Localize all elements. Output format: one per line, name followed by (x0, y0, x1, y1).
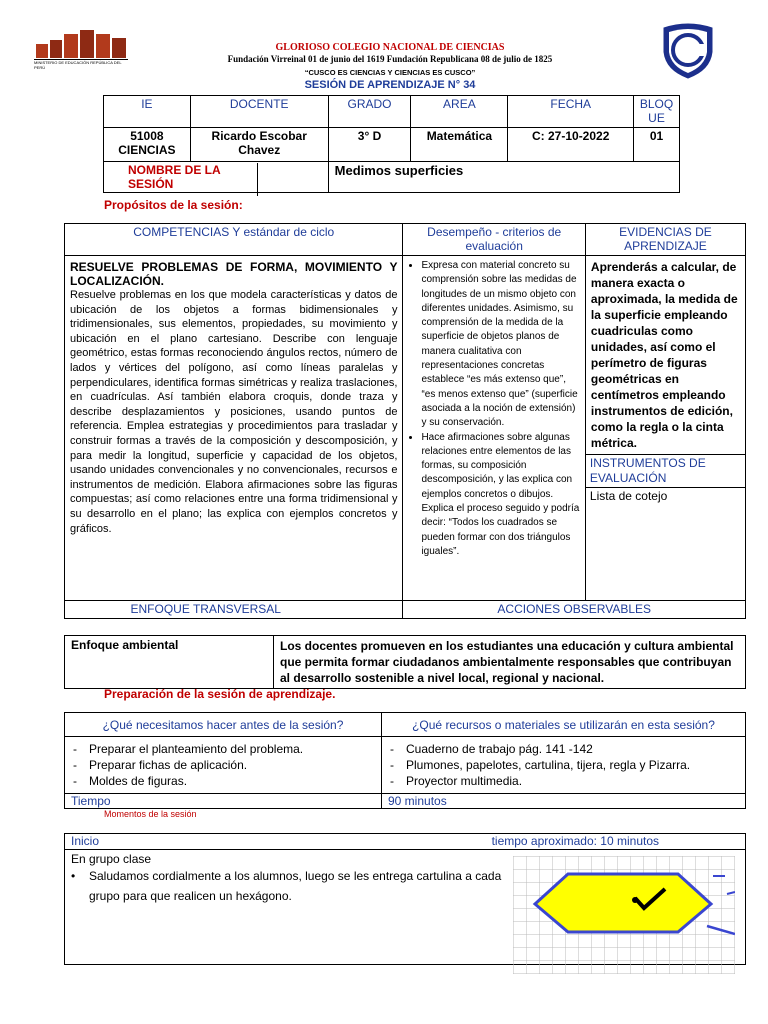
motto: “CUSCO ES CIENCIAS Y CIENCIAS ES CUSCO” (304, 68, 476, 77)
header-area: AREA (411, 96, 508, 128)
start-text: Saludamos cordialmente a los alumnos, luego se les entrega cartulina a cada grupo para que realicen un hexágono. (89, 869, 502, 903)
resource-item: - Plumones, papelotes, cartulina, tijera, regla y Pizarra. (384, 757, 743, 773)
start-header (65, 834, 746, 850)
school-crest (660, 22, 716, 80)
ministry-logo (32, 22, 132, 72)
start-time: tiempo aproximado: 10 minutos (491, 834, 659, 848)
approach-actions: Los docentes promueven en los estudiantes una educación y cultura ambiental que permita formar ciudadanos ambientalmente responsables que contribuyan al desarrollo sostenible a nivel local, regional y nacional. (274, 636, 746, 689)
session-title: SESIÓN DE APRENDIZAJE N° 34 (304, 79, 476, 91)
performance-item: • Expresa con material concreto su comprensión sobre las medidas de longitudes de un mismo objeto con diferentes unidades. Asimismo, su comprensión de la medida de la superficie de objetos planos de manera cualitativa con representaciones concretas establece “es más extenso que”, “es menos extenso que” (superficie asociada a la noción de extensión) y su conservación. (421, 259, 580, 431)
header-grado: GRADO (328, 96, 411, 128)
session-name: Medimos superficies (328, 162, 679, 193)
time-label: Tiempo (65, 794, 382, 809)
competency-cell (65, 256, 403, 601)
approach-header: ENFOQUE TRANSVERSAL (65, 601, 403, 619)
performance-cell (403, 256, 585, 601)
before-item: - Preparar fichas de aplicación. (67, 757, 379, 773)
before-list-cell (65, 737, 382, 794)
competency-text: Resuelve problemas en los que modela características y datos de ubicación de los objetos a formas bidimensionales y tridimensionales, sus elementos, propiedades, su movimiento y ubicación en el plano cartesiano. Describe con lenguaje geométrico, estas formas reconociendo ángulos rectos, número de lados y vértices del polígono, así como líneas paralelas y perpendiculares, identifica formas simétricas y realiza traslaciones, en cuadrículas. Así también elabora croquis, donde traza y describe desplazamientos y posiciones, usando puntos de referencia. Emplea estrategias y procedimientos para trasladar y construir formas a través de la composición y descomposición, y para medir la longitud, superficie y capacidad de los objetos, usando unidades convencionales y no convencionales, recursos e instrumentos de medición. Elabora afirmaciones sobre las figuras compuestas; así como relaciones entre una forma tridimensional y su desarrollo en el plano; las explica con ejemplos concretos y gráficos. (70, 289, 398, 535)
session-name-label (104, 162, 329, 193)
header-fecha: FECHA (508, 96, 634, 128)
before-header: ¿Qué necesitamos hacer antes de la sesión? (65, 713, 382, 737)
instruments-header: INSTRUMENTOS DE EVALUACIÓN (585, 455, 745, 488)
value-area: Matemática (411, 128, 508, 162)
evidence-header: EVIDENCIAS DE APRENDIZAJE (585, 224, 745, 256)
before-item: - Moldes de figuras. (67, 773, 379, 789)
instruments-text: Lista de cotejo (585, 488, 745, 601)
value-grado: 3° D (328, 128, 411, 162)
moments-label: Momentos de la sesión (104, 809, 197, 819)
value-docente: Ricardo Escobar Chavez (190, 128, 328, 162)
session-divider (257, 163, 258, 196)
resources-list-cell (382, 737, 746, 794)
actions-header: ACCIONES OBSERVABLES (403, 601, 746, 619)
value-ie: 51008 CIENCIAS (104, 128, 191, 162)
performance-item: • Hace afirmaciones sobre algunas relaciones entre elementos de las formas, su composición descomposición, y las explica con ejemplos concretos o dibujos. Explica el proceso seguido y podría decir: “Todos los cuadrados se pueden formar con dos triángulos iguales”. (421, 431, 580, 560)
resource-item: - Cuaderno de trabajo pág. 141 -142 (384, 741, 743, 757)
hexagon-figure (513, 856, 735, 974)
competency-title: RESUELVE PROBLEMAS DE FORMA, MOVIMIENTO Y LOCALIZACIÓN. (70, 260, 398, 288)
header-bloque: BLOQUE (634, 96, 680, 128)
preparation-label: Preparación de la sesión de aprendizaje. (104, 687, 336, 701)
evidence-text: Aprenderás a calcular, de manera exacta o aproximada, la medida de la superficie empleando cuadriculas como unidades, así como el perímetro de figuras geométricas en centímetros empleando instrumentos de edición, como la regla o la cinta métrica. (585, 256, 745, 455)
school-name: GLORIOSO COLEGIO NACIONAL DE CIENCIAS (275, 42, 505, 53)
bullet-icon: • (71, 869, 76, 883)
time-value: 90 minutos (382, 794, 746, 809)
approach-name: Enfoque ambiental (65, 636, 274, 689)
ministry-logo-text: MINISTERIO DE EDUCACIÓN REPÚBLICA DEL PERÚ (34, 60, 122, 70)
purposes-label: Propósitos de la sesión: (104, 198, 243, 212)
performance-header: Desempeño - criterios de evaluación (403, 224, 585, 256)
competencies-header: COMPETENCIAS Y estándar de ciclo (65, 224, 403, 256)
start-label: Inicio (71, 834, 100, 848)
resource-item: - Proyector multimedia. (384, 773, 743, 789)
info-table (103, 95, 680, 193)
start-item (71, 866, 505, 906)
session-name-label-text: NOMBRE DE LA SESIÓN (128, 163, 221, 191)
before-item: - Preparar el planteamiento del problema. (67, 741, 379, 757)
header-ie: IE (104, 96, 191, 128)
competencies-table (64, 223, 746, 619)
value-bloque: 01 (634, 128, 680, 162)
header-docente: DOCENTE (190, 96, 328, 128)
preparation-table (64, 712, 746, 809)
group-label: En grupo clase (71, 852, 152, 866)
value-fecha: C: 27-10-2022 (508, 128, 634, 162)
approach-table (64, 635, 746, 689)
moments-table (64, 833, 746, 965)
foundation-text: Fundación Virreinal 01 de junio del 1619 Fundación Republicana 08 de julio de 1825 (227, 54, 553, 64)
resources-header: ¿Qué recursos o materiales se utilizarán en esta sesión? (382, 713, 746, 737)
start-content (65, 850, 746, 965)
